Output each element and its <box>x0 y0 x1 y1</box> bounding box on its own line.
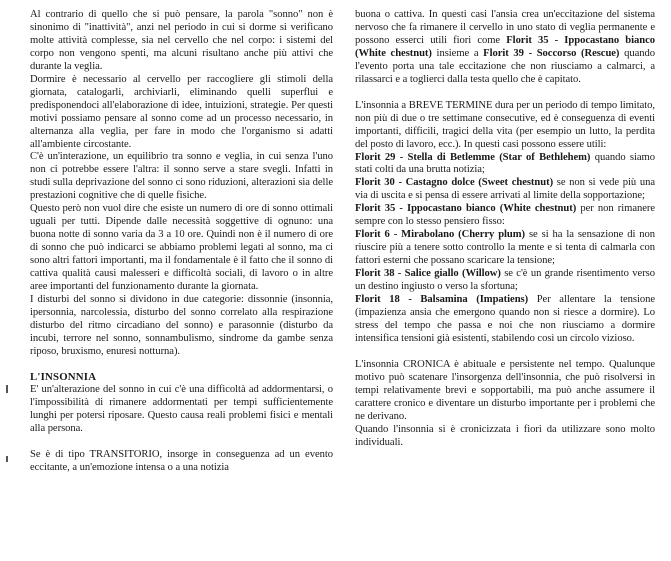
remedy-name: Florit 18 - Balsamina (Impatiens) <box>355 294 529 306</box>
remedy-text: per non rimanere sempre con lo stesso pensiero fisso: <box>355 203 655 228</box>
paragraph-chronic: L'insonnia CRONICA è abituale e persistente nel tempo. Qualunque motivo può scatenare l'insorgenza dell'insonnia, che può risolversi in tempi relativamente brevi e sopportabili, ma può anche assumere il carattere cronico e diventare un disturbo importante per i problemi che ne derivano. <box>355 358 655 422</box>
remedy-text: se non si vede più una via di uscita e si pensa di essere arrivati al limite della sopportazione; <box>355 177 655 202</box>
paragraph-balance: C'è un'interazione, un equilibrio tra sonno e veglia, in cui senza l'uno non ci potrebbe essere l'altra: il sonno serve a stare svegli. Infatti in studi sulla deprivazione del sonno ci sono riduzioni, alterazioni sia delle prestazioni cognitive che di quelle fisiche. <box>30 151 333 202</box>
remedy-name: Florit 35 - Ippocastano bianco (White chestnut) <box>355 34 655 59</box>
remedy-name: Florit 6 - Mirabolano (Cherry plum) <box>355 229 526 241</box>
remedy-text: se c'è un grande risentimento verso un destino ingiusto o verso la sfortuna; <box>355 268 655 293</box>
scan-mark <box>6 456 8 462</box>
remedy-name: Florit 30 - Castagno dolce (Sweet chestnut) <box>355 177 554 189</box>
remedy-text: se si ha la sensazione di non riuscire più a tenere sotto controllo la mente e si tenta di calmarla con fattori esterni che possano scaricare la tensione; <box>355 229 656 267</box>
paragraph-transitory: Se è di tipo TRANSITORIO, insorge in conseguenza ad un evento eccitante, a un'emozione intensa o a una notizia <box>30 448 333 473</box>
paragraph-closing: Quando l'insonnia si è cronicizzata i fiori da utilizzare sono molto individuali. <box>355 423 655 448</box>
text-span: buona o cattiva. In questi casi l'ansia crea un'eccitazione del sistema nervoso che fa rimanere il cervello in uno stato di veglia permanente e possono esserci utili fiori come <box>355 9 655 46</box>
remedy-name: Florit 38 - Salice giallo (Willow) <box>355 268 501 280</box>
section-heading: L'INSONNIA <box>30 370 97 383</box>
remedy-text: Per allentare la tensione (impazienza ansia che emergono quando non si riesce a dormire). Lo stress del tempo che passa e noi che non riusciamo a dormire intensifica tensioni già esistenti, stabilendo così un circolo vizioso. <box>355 294 655 344</box>
text-span: quando l'evento porta una tale eccitazione che non riusciamo a calmarci, a rilassarci e a toglierci dalla testa quello che è capitato. <box>355 47 655 85</box>
remedy-item <box>355 229 655 268</box>
paragraph-insomnia-definition: E' un'alterazione del sonno in cui c'è una difficoltà ad addormentarsi, o l'impossibilità di rimanere addormentati per tempi sufficientemente lunghi per potersi riposare. Questo causa reali problemi fisici e mentali alla persona. <box>30 383 333 434</box>
paragraph-disorders: I disturbi del sonno si dividono in due categorie: dissonnie (insonnia, ipersonnia, narcolessia, disturbo del sonno correlato alla respirazione disturbo del ritmo circadiano del sonno) e parasonnie (disturbo da incubi, terrore nel sonno, sonnambulismo, sindrome da gambe senza riposo, bruxismo, enuresi notturna). <box>30 293 333 357</box>
remedy-name: Florit 29 - Stella di Betlemme (Star of Bethlehem) <box>355 151 591 163</box>
paragraph-short-term: L'insonnia a BREVE TERMINE dura per un periodo di tempo limitato, non più di due o tre settimane consecutive, ed è conseguenza di eventi importanti, difficili, tragici della vita (per esempio un lutto, la perdita del posto di lavoro, ecc.). In questi casi possono essere utili: <box>355 99 655 150</box>
remedy-item <box>355 268 655 294</box>
remedy-item <box>355 294 655 346</box>
paragraph-hours: Questo però non vuol dire che esiste un numero di ore di sonno ottimali uguali per tutti. Dipende dalle necessità soggettive di ognuno: una buona notte di sonno varia da 3 a 10 ore. Quindi non è il numero di ore di sonno che può indicarci se abbiamo problemi legati al sonno, ma ci sono altri fattori importanti, ma il fondamentale è il fatto che il sonno di cattiva qualità causi malesseri e difficoltà sociali, di lavoro o in altre aree importanti del funzionamento durante la giornata. <box>30 203 333 293</box>
text-span: insieme a <box>431 47 484 59</box>
intro-paragraph: Al contrario di quello che si può pensare, la parola "sonno" non è sinonimo di "inattività", anzi nel periodo in cui si dorme si verificano molte attività complesse, sia nel cervello che nel corpo: i sistemi del corpo non vengono spenti, ma alcuni risultano anche più attivi che durante la veglia. <box>30 9 333 72</box>
remedy-item <box>355 152 655 178</box>
remedy-name: Florit 35 - Ippocastano bianco (White chestnut) <box>355 203 577 215</box>
paragraph-anxiety <box>355 9 655 87</box>
remedy-name: Florit 39 - Soccorso (Rescue) <box>483 47 620 59</box>
remedy-item <box>355 203 655 229</box>
left-column <box>30 9 333 474</box>
scan-mark <box>6 385 8 393</box>
remedy-text: quando siamo stati colti da una brutta notizia; <box>355 151 655 176</box>
paragraph-brain: Dormire è necessario al cervello per raccogliere gli stimoli della giornata, catalogarli, archiviarli, eliminando quelli superflui e predisponendoci all'elaborazione di idee, intuizioni, strategie. Per questi motivi possiamo pensare al sonno come ad un processo necessario, in alternanza alla veglia, per fare in modo che l'organismo si adatti all'ambiente circostante. <box>30 73 333 150</box>
right-column <box>355 9 655 450</box>
remedy-item <box>355 177 655 203</box>
